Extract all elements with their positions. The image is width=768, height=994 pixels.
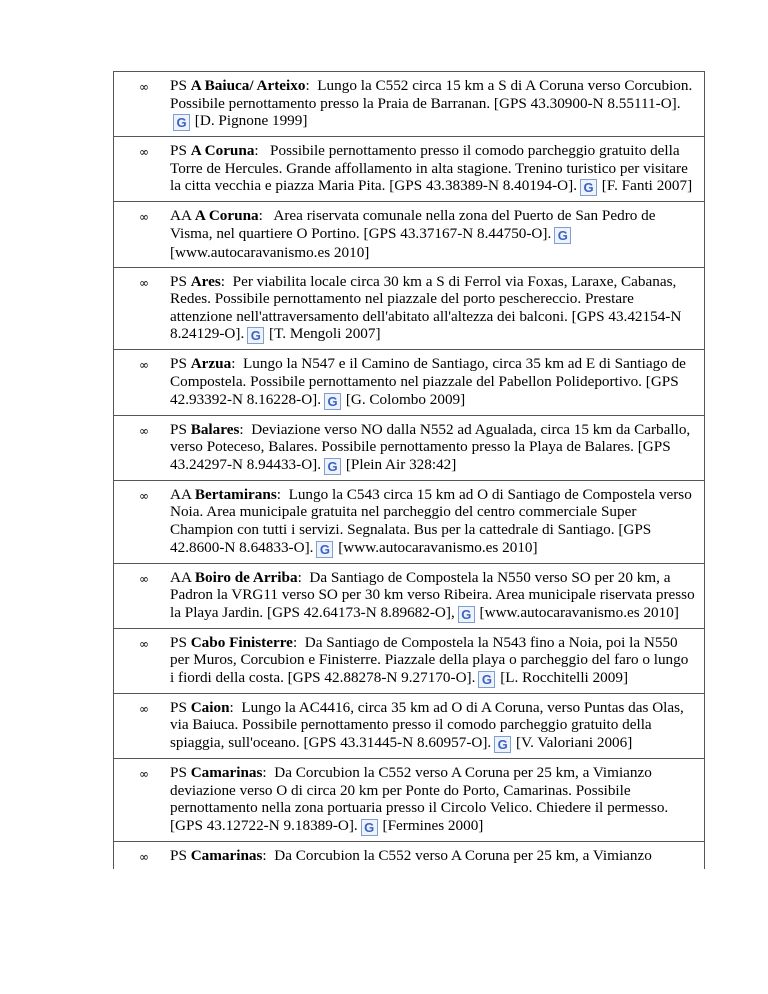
- infinity-bullet: ∞: [139, 275, 149, 290]
- entry-text: Da Corcubion la C552 verso A Coruna per 25 km, a Vimianzo: [274, 846, 652, 864]
- google-maps-link-icon[interactable]: G: [580, 179, 597, 196]
- entry-source: [F. Fanti 2007]: [601, 177, 693, 195]
- list-item: ∞ PS Camarinas: Da Corcubion la C552 verso A Coruna per 25 km, a Vimianzo deviazione verso O di circa 20 km per Ponte do Porto, Camarinas. Possibile pernottamento nella zona portuaria presso il Circolo Velico. Chiedere il permesso. [GPS 43.12722-N 9.18389-O]. G [Fermines 2000]: [113, 758, 705, 841]
- entry-type: AA: [170, 485, 192, 503]
- entry-source: [L. Rocchitelli 2009]: [500, 668, 628, 686]
- infinity-bullet: ∞: [139, 571, 149, 586]
- infinity-bullet: ∞: [139, 701, 149, 716]
- entry-text: Da Santiago de Compostela la N543 fino a Noia, poi la N550 per Muros, Corcubion e Finisterre. Piazzale della playa o parcheggio del faro o lungo i fiordi della costa. [GPS 42.88278-N 9.27170-O].: [170, 633, 689, 686]
- entry-text: Da Santiago de Compostela la N550 verso SO per 20 km, a Padron la VRG11 verso SO per 30 km verso Ribeira. Area municipale riservata presso la Playa Jardin. [GPS 42.64173-N 8.89682-O],: [170, 568, 695, 621]
- entry-source: [Plein Air 328:42]: [345, 455, 457, 473]
- entry-list: [113, 71, 705, 869]
- list-item: ∞ PS Ares: Per viabilita locale circa 30 km a S di Ferrol via Foxas, Laraxe, Cabanas, Redes. Possibile pernottamento nel piazzale del porto peschereccio. Prestare attenzione nell'attraversamento dell'abitato all'altezza dei balconi. [GPS 43.42154-N 8.24129-O]. G [T. Mengoli 2007]: [113, 267, 705, 350]
- entry-type: AA: [170, 207, 192, 225]
- entry-place: Caion: [190, 698, 230, 716]
- entry-type: PS: [170, 764, 187, 782]
- entry-source: [G. Colombo 2009]: [345, 390, 466, 408]
- entry-text: Da Corcubion la C552 verso A Coruna per 25 km, a Vimianzo deviazione verso O di circa 20 km per Ponte do Porto, Camarinas. Possibile pernottamento nella zona portuaria presso il Circolo Velico. Chiedere il permesso. [GPS 43.12722-N 9.18389-O].: [170, 764, 669, 834]
- list-item: ∞ AA A Coruna: Area riservata comunale nella zona del Puerto de San Pedro de Visma, nel quartiere O Portino. [GPS 43.37167-N 8.44750-O]. G [www.autocaravanismo.es 2010]: [113, 201, 705, 266]
- infinity-bullet: ∞: [139, 145, 149, 160]
- entry-text: Per viabilita locale circa 30 km a S di Ferrol via Foxas, Laraxe, Cabanas, Redes. Possibile pernottamento nel piazzale del porto peschereccio. Prestare attenzione nell'attraversamento dell'abitato all'altezza dei balconi. [GPS 43.42154-N 8.24129-O].: [170, 272, 682, 343]
- google-maps-link-icon[interactable]: G: [316, 541, 333, 558]
- entry-type: PS: [170, 420, 187, 438]
- google-maps-link-icon[interactable]: G: [173, 114, 190, 131]
- entry-type: PS: [170, 698, 187, 716]
- entry-source: [D. Pignone 1999]: [194, 112, 308, 130]
- list-item: ∞ PS A Baiuca/ Arteixo: Lungo la C552 circa 15 km a S di A Coruna verso Corcubion. Possibile pernottamento presso la Praia de Barranan. [GPS 43.30900-N 8.55111-O].G [D. Pignone 1999]: [113, 71, 705, 136]
- entry-source: [V. Valoriani 2006]: [516, 734, 633, 752]
- entry-place: Boiro de Arriba: [194, 568, 298, 586]
- entry-source: [Fermines 2000]: [382, 816, 484, 834]
- entry-source: [T. Mengoli 2007]: [269, 325, 381, 343]
- infinity-bullet: ∞: [139, 423, 149, 438]
- entry-source: [www.autocaravanismo.es 2010]: [170, 243, 370, 261]
- entry-place: Arzua: [190, 355, 232, 373]
- infinity-bullet: ∞: [139, 636, 149, 651]
- google-maps-link-icon[interactable]: G: [458, 606, 475, 623]
- google-maps-link-icon[interactable]: G: [324, 458, 341, 475]
- entry-text: Possibile pernottamento presso il comodo parcheggio gratuito della Torre de Hercules. Grande affollamento in alta stagione. Trenino turistico per visitare la citta vecchia e piazza Maria Pita. [GPS 43.38389-N 8.40194-O].: [170, 142, 688, 195]
- google-maps-link-icon[interactable]: G: [554, 227, 571, 244]
- list-item: ∞ PS Balares: Deviazione verso NO dalla N552 ad Agualada, circa 15 km da Carballo, verso Poteceso, Balares. Possibile pernottamento presso la Playa de Balares. [GPS 43.24297-N 8.94433-O]. G [Plein Air 328:42]: [113, 415, 705, 480]
- infinity-bullet: ∞: [139, 767, 149, 782]
- entry-type: AA: [170, 568, 192, 586]
- entry-place: Camarinas: [190, 764, 263, 782]
- list-item: ∞ AA Boiro de Arriba: Da Santiago de Compostela la N550 verso SO per 20 km, a Padron la VRG11 verso SO per 30 km verso Ribeira. Area municipale riservata presso la Playa Jardin. [GPS 42.64173-N 8.89682-O], G [www.autocaravanismo.es 2010]: [113, 563, 705, 628]
- entry-text: Deviazione verso NO dalla N552 ad Agualada, circa 15 km da Carballo, verso Poteceso, Balares. Possibile pernottamento presso la Playa de Balares. [GPS 43.24297-N 8.94433-O].: [170, 420, 691, 473]
- entry-place: Bertamirans: [194, 485, 277, 503]
- entry-place: Camarinas: [190, 846, 263, 864]
- entry-text: Area riservata comunale nella zona del Puerto de San Pedro de Visma, nel quartiere O Portino. [GPS 43.37167-N 8.44750-O].: [170, 207, 656, 242]
- entry-type: PS: [170, 633, 187, 651]
- entry-source: [www.autocaravanismo.es 2010]: [479, 603, 679, 621]
- entry-place: Ares: [190, 272, 221, 290]
- entry-place: A Baiuca/ Arteixo: [190, 77, 306, 94]
- entry-text: Lungo la AC4416, circa 35 km ad O di A Coruna, verso Puntas das Olas, via Baiuca. Possibile pernottamento presso il comodo parcheggio gratuito della spiaggia, sull'oceano. [GPS 43.31445-N 8.60957-O].: [170, 698, 684, 752]
- infinity-bullet: ∞: [139, 358, 149, 373]
- list-item: ∞ PS Arzua: Lungo la N547 e il Camino de Santiago, circa 35 km ad E di Santiago de Compostela. Possibile pernottamento nel piazzale del Pabellon Polideportivo. [GPS 42.93392-N 8.16228-O]. G [G. Colombo 2009]: [113, 349, 705, 414]
- entry-type: PS: [170, 272, 187, 290]
- infinity-bullet: ∞: [139, 80, 149, 94]
- infinity-bullet: ∞: [139, 210, 149, 225]
- google-maps-link-icon[interactable]: G: [478, 671, 495, 688]
- list-item: ∞ PS Camarinas: Da Corcubion la C552 verso A Coruna per 25 km, a Vimianzo: [113, 841, 705, 870]
- infinity-bullet: ∞: [139, 849, 149, 864]
- google-maps-link-icon[interactable]: G: [494, 736, 511, 753]
- google-maps-link-icon[interactable]: G: [247, 327, 264, 344]
- entry-type: PS: [170, 355, 187, 373]
- entry-place: Balares: [190, 420, 240, 438]
- entry-place: Cabo Finisterre: [190, 633, 293, 651]
- list-item: ∞ PS Caion: Lungo la AC4416, circa 35 km ad O di A Coruna, verso Puntas das Olas, via Baiuca. Possibile pernottamento presso il comodo parcheggio gratuito della spiaggia, sull'oceano. [GPS 43.31445-N 8.60957-O]. G [V. Valoriani 2006]: [113, 693, 705, 758]
- entry-place: A Coruna: [194, 207, 259, 225]
- list-item: ∞ PS Cabo Finisterre: Da Santiago de Compostela la N543 fino a Noia, poi la N550 per Muros, Corcubion e Finisterre. Piazzale della playa o parcheggio del faro o lungo i fiordi della costa. [GPS 42.88278-N 9.27170-O]. G [L. Rocchitelli 2009]: [113, 628, 705, 693]
- entry-text: Lungo la C552 circa 15 km a S di A Coruna verso Corcubion. Possibile pernottamento presso la Praia de Barranan. [GPS 43.30900-N 8.55111-O].: [170, 77, 693, 112]
- entry-type: PS: [170, 142, 187, 160]
- google-maps-link-icon[interactable]: G: [324, 393, 341, 410]
- list-item: ∞ PS A Coruna: Possibile pernottamento presso il comodo parcheggio gratuito della Torre de Hercules. Grande affollamento in alta stagione. Trenino turistico per visitare la citta vecchia e piazza Maria Pita. [GPS 43.38389-N 8.40194-O]. G [F. Fanti 2007]: [113, 136, 705, 201]
- google-maps-link-icon[interactable]: G: [361, 819, 378, 836]
- entry-text: Lungo la N547 e il Camino de Santiago, circa 35 km ad E di Santiago de Compostela. Possibile pernottamento nel piazzale del Pabellon Polideportivo. [GPS 42.93392-N 8.16228-O].: [170, 355, 686, 408]
- entry-type: PS: [170, 846, 187, 864]
- list-item: ∞ AA Bertamirans: Lungo la C543 circa 15 km ad O di Santiago de Compostela verso Noia. Area municipale gratuita nel parcheggio del centro commerciale Super Champion con tutti i servizi. Segnalata. Bus per la cattedrale di Santiago. [GPS 42.8600-N 8.64833-O]. G [www.autocaravanismo.es 2010]: [113, 480, 705, 563]
- entry-place: A Coruna: [190, 142, 255, 160]
- entry-type: PS: [170, 77, 187, 94]
- infinity-bullet: ∞: [139, 488, 149, 503]
- entry-source: [www.autocaravanismo.es 2010]: [338, 538, 538, 556]
- entry-text: Lungo la C543 circa 15 km ad O di Santiago de Compostela verso Noia. Area municipale gratuita nel parcheggio del centro commerciale Super Champion con tutti i servizi. Segnalata. Bus per la cattedrale di Santiago. [GPS 42.8600-N 8.64833-O].: [170, 485, 692, 556]
